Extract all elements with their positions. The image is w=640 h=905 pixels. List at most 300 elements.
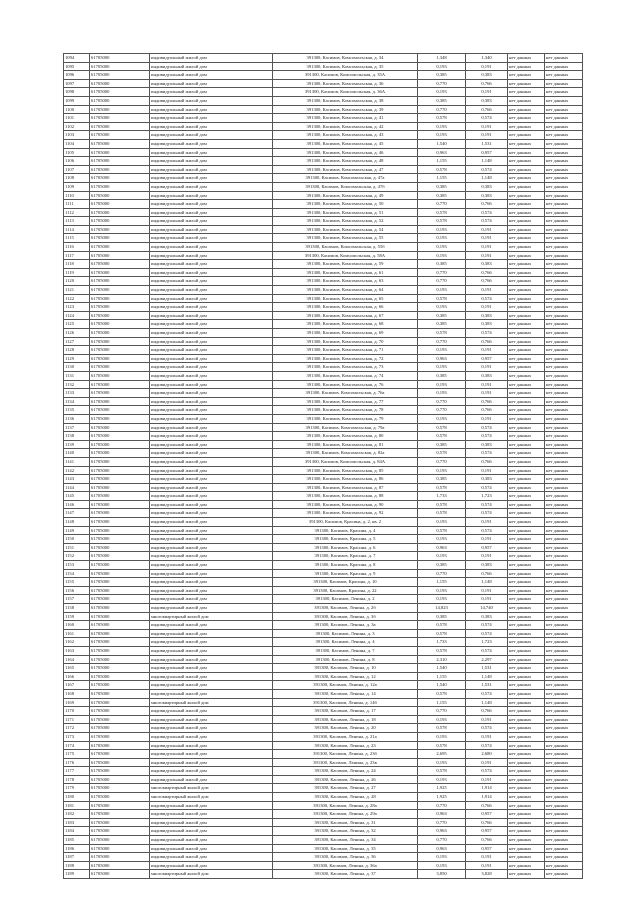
living-area-cell: 0,191 — [466, 518, 508, 527]
address-cell: 391300, Касимов, Комсомольская, д. 52 — [273, 217, 418, 226]
address-cell: 391300, Касимов, Комсомольская, д. 41 — [273, 114, 418, 123]
area-cell: 1,155 — [418, 157, 466, 166]
status-cell: нет данных — [508, 363, 545, 372]
address-cell: 391300, Касимов, Ленина, д. 23в — [273, 758, 418, 767]
building-type-cell: индивидуальный жилой дом — [150, 500, 273, 509]
living-area-cell: 0,574 — [466, 509, 508, 518]
table-row — [64, 200, 583, 209]
address-cell: 391300, Касимов, Комсомольская, д. 86 — [273, 475, 418, 484]
table-row — [64, 268, 583, 277]
status-cell: нет данных — [508, 750, 545, 759]
oktmo-cell: 61705000 — [90, 122, 150, 131]
status-cell: нет данных — [508, 380, 545, 389]
living-area-cell: 1,531 — [466, 139, 508, 148]
status-cell-2: нет данных — [545, 96, 583, 105]
status-cell: нет данных — [508, 268, 545, 277]
table-row — [64, 62, 583, 71]
living-area-cell: 0,574 — [466, 423, 508, 432]
living-area-cell: 0,383 — [466, 96, 508, 105]
status-cell: нет данных — [508, 208, 545, 217]
building-type-cell: индивидуальный жилой дом — [150, 440, 273, 449]
building-type-cell: индивидуальный жилой дом — [150, 758, 273, 767]
address-cell: 391300, Касимов, Комсомольская, д. 66 — [273, 303, 418, 312]
row-number-cell: 1154 — [64, 569, 90, 578]
row-number-cell: 1162 — [64, 638, 90, 647]
table-row — [64, 363, 583, 372]
status-cell-2: нет данных — [545, 715, 583, 724]
row-number-cell: 1133 — [64, 389, 90, 398]
area-cell: 0,963 — [418, 148, 466, 157]
table-row — [64, 578, 583, 587]
living-area-cell: 0,957 — [466, 148, 508, 157]
area-cell: 0,963 — [418, 844, 466, 853]
living-area-cell: 0,766 — [466, 200, 508, 209]
building-type-cell: индивидуальный жилой дом — [150, 165, 273, 174]
area-cell: 0,578 — [418, 646, 466, 655]
address-cell: 391300, Касимов, Ленина, д. 21а — [273, 732, 418, 741]
address-cell: 391300, Касимов, Комсомольская, д. 50 — [273, 200, 418, 209]
status-cell: нет данных — [508, 689, 545, 698]
table-row — [64, 139, 583, 148]
table-row — [64, 775, 583, 784]
area-cell: 1,540 — [418, 664, 466, 673]
row-number-cell: 1099 — [64, 96, 90, 105]
table-row — [64, 543, 583, 552]
row-number-cell: 1176 — [64, 758, 90, 767]
status-cell: нет данных — [508, 724, 545, 733]
address-cell: 391300, Касимов, Комсомольская, д. 36 — [273, 79, 418, 88]
row-number-cell: 1168 — [64, 689, 90, 698]
oktmo-cell: 61705000 — [90, 612, 150, 621]
oktmo-cell: 61705000 — [90, 801, 150, 810]
building-type-cell: индивидуальный жилой дом — [150, 346, 273, 355]
status-cell: нет данных — [508, 595, 545, 604]
oktmo-cell: 61705000 — [90, 466, 150, 475]
status-cell: нет данных — [508, 466, 545, 475]
table-row — [64, 105, 583, 114]
address-cell: 391300, Касимов, Комсомольская, д. 54 — [273, 225, 418, 234]
oktmo-cell: 61705000 — [90, 741, 150, 750]
area-cell: 0,578 — [418, 621, 466, 630]
status-cell-2: нет данных — [545, 827, 583, 836]
address-cell: 391300, Касимов, Красина, д. 5 — [273, 535, 418, 544]
building-type-cell: индивидуальный жилой дом — [150, 578, 273, 587]
table-row — [64, 243, 583, 252]
address-cell: 391300, Касимов, Комсомольская, д. 45 — [273, 139, 418, 148]
area-cell: 0,963 — [418, 543, 466, 552]
oktmo-cell: 61705000 — [90, 818, 150, 827]
building-type-cell: индивидуальный жилой дом — [150, 664, 273, 673]
living-area-cell: 0,574 — [466, 646, 508, 655]
row-number-cell: 1175 — [64, 750, 90, 759]
building-type-cell: индивидуальный жилой дом — [150, 638, 273, 647]
address-cell: 391300, Касимов, Ленина, д. 3б — [273, 612, 418, 621]
address-cell: 391300, Касимов, Ленина, д. 3а — [273, 621, 418, 630]
oktmo-cell: 61705000 — [90, 380, 150, 389]
area-cell: 0,193 — [418, 732, 466, 741]
status-cell-2: нет данных — [545, 535, 583, 544]
area-cell: 1,925 — [418, 784, 466, 793]
row-number-cell: 1178 — [64, 775, 90, 784]
oktmo-cell: 61705000 — [90, 836, 150, 845]
status-cell: нет данных — [508, 251, 545, 260]
status-cell: нет данных — [508, 225, 545, 234]
living-area-cell: 0,766 — [466, 707, 508, 716]
table-row — [64, 208, 583, 217]
row-number-cell: 1097 — [64, 79, 90, 88]
row-number-cell: 1096 — [64, 71, 90, 80]
status-cell: нет данных — [508, 148, 545, 157]
building-type-cell: индивидуальный жилой дом — [150, 586, 273, 595]
status-cell: нет данных — [508, 853, 545, 862]
address-cell: 391300, Касимов, Ленина, д. 29а — [273, 810, 418, 819]
address-cell: 391300, Касимов, Ленина, д. 2б — [273, 604, 418, 613]
oktmo-cell: 61705000 — [90, 561, 150, 570]
oktmo-cell: 61705000 — [90, 311, 150, 320]
status-cell-2: нет данных — [545, 329, 583, 338]
address-cell: 391300, Касимов, Комсомольская, д. 88 — [273, 492, 418, 501]
living-area-cell: 0,574 — [466, 432, 508, 441]
building-type-cell: индивидуальный жилой дом — [150, 414, 273, 423]
table-row — [64, 320, 583, 329]
status-cell-2: нет данных — [545, 440, 583, 449]
address-cell: 391300, Касимов, Комсомольская, д. 85 — [273, 466, 418, 475]
building-type-cell: индивидуальный жилой дом — [150, 861, 273, 870]
row-number-cell: 1109 — [64, 182, 90, 191]
building-type-cell: индивидуальный жилой дом — [150, 148, 273, 157]
area-cell: 0,578 — [418, 449, 466, 458]
building-type-cell: индивидуальный жилой дом — [150, 457, 273, 466]
oktmo-cell: 61705000 — [90, 526, 150, 535]
address-cell: 391300, Касимов, Комсомольская, д. 70 — [273, 337, 418, 346]
status-cell: нет данных — [508, 844, 545, 853]
row-number-cell: 1163 — [64, 646, 90, 655]
row-number-cell: 1171 — [64, 715, 90, 724]
table-row — [64, 277, 583, 286]
area-cell: 0,770 — [418, 457, 466, 466]
oktmo-cell: 61705000 — [90, 604, 150, 613]
row-number-cell: 1104 — [64, 139, 90, 148]
row-number-cell: 1101 — [64, 114, 90, 123]
area-cell: 1,155 — [418, 698, 466, 707]
table-row — [64, 552, 583, 561]
building-type-cell: индивидуальный жилой дом — [150, 475, 273, 484]
status-cell-2: нет данных — [545, 139, 583, 148]
living-area-cell: 0,191 — [466, 88, 508, 97]
status-cell: нет данных — [508, 629, 545, 638]
living-area-cell: 0,191 — [466, 389, 508, 398]
oktmo-cell: 61705000 — [90, 646, 150, 655]
row-number-cell: 1136 — [64, 414, 90, 423]
table-row — [64, 741, 583, 750]
area-cell: 0,385 — [418, 612, 466, 621]
building-type-cell: индивидуальный жилой дом — [150, 114, 273, 123]
address-cell: 391300, Касимов, Ленина, д. 32 — [273, 827, 418, 836]
status-cell-2: нет данных — [545, 767, 583, 776]
address-cell: 391300, Касимов, Красина, д. 22 — [273, 586, 418, 595]
status-cell-2: нет данных — [545, 157, 583, 166]
address-cell: 391300, Касимов, Комсомольская, д. 80 — [273, 432, 418, 441]
address-cell: 391300, Касимов, Комсомольская, д. 59 — [273, 260, 418, 269]
address-cell: 391300, Касимов, Ленина, д. 8 — [273, 655, 418, 664]
status-cell: нет данных — [508, 578, 545, 587]
housing-table — [63, 53, 583, 879]
status-cell-2: нет данных — [545, 586, 583, 595]
address-cell: 391300, Касимов, Ленина, д. 37 — [273, 870, 418, 879]
row-number-cell: 1125 — [64, 320, 90, 329]
status-cell: нет данных — [508, 346, 545, 355]
building-type-cell: многоквартирный жилой дом — [150, 784, 273, 793]
table-row — [64, 793, 583, 802]
row-number-cell: 1117 — [64, 251, 90, 260]
oktmo-cell: 61705000 — [90, 475, 150, 484]
row-number-cell: 1187 — [64, 853, 90, 862]
row-number-cell: 1155 — [64, 578, 90, 587]
status-cell-2: нет данных — [545, 234, 583, 243]
status-cell: нет данных — [508, 664, 545, 673]
address-cell: 391300, Касимов, Ленина, д. 35 — [273, 844, 418, 853]
status-cell: нет данных — [508, 414, 545, 423]
area-cell: 0,963 — [418, 827, 466, 836]
address-cell: 391300, Касимов, Ленина, д. 20 — [273, 724, 418, 733]
row-number-cell: 1098 — [64, 88, 90, 97]
building-type-cell: индивидуальный жилой дом — [150, 71, 273, 80]
status-cell: нет данных — [508, 707, 545, 716]
status-cell-2: нет данных — [545, 870, 583, 879]
table-row — [64, 629, 583, 638]
building-type-cell: индивидуальный жилой дом — [150, 286, 273, 295]
status-cell-2: нет данных — [545, 818, 583, 827]
building-type-cell: индивидуальный жилой дом — [150, 801, 273, 810]
table-row — [64, 604, 583, 613]
building-type-cell: индивидуальный жилой дом — [150, 432, 273, 441]
status-cell-2: нет данных — [545, 122, 583, 131]
status-cell-2: нет данных — [545, 552, 583, 561]
area-cell: 0,385 — [418, 440, 466, 449]
row-number-cell: 1153 — [64, 561, 90, 570]
row-number-cell: 1150 — [64, 535, 90, 544]
status-cell: нет данных — [508, 509, 545, 518]
row-number-cell: 1164 — [64, 655, 90, 664]
oktmo-cell: 61705000 — [90, 243, 150, 252]
area-cell: 0,193 — [418, 715, 466, 724]
status-cell-2: нет данных — [545, 500, 583, 509]
building-type-cell: многоквартирный жилой дом — [150, 870, 273, 879]
oktmo-cell: 61705000 — [90, 406, 150, 415]
status-cell: нет данных — [508, 483, 545, 492]
status-cell-2: нет данных — [545, 801, 583, 810]
status-cell: нет данных — [508, 543, 545, 552]
area-cell: 0,770 — [418, 801, 466, 810]
status-cell: нет данных — [508, 836, 545, 845]
oktmo-cell: 61705000 — [90, 689, 150, 698]
building-type-cell: индивидуальный жилой дом — [150, 208, 273, 217]
area-cell: 0,193 — [418, 131, 466, 140]
table-row — [64, 810, 583, 819]
living-area-cell: 0,574 — [466, 689, 508, 698]
status-cell: нет данных — [508, 397, 545, 406]
living-area-cell: 0,191 — [466, 586, 508, 595]
row-number-cell: 1123 — [64, 303, 90, 312]
area-cell: 0,385 — [418, 371, 466, 380]
address-cell: 391300, Касимов, Ленина, д. 24 — [273, 767, 418, 776]
area-cell: 0,578 — [418, 329, 466, 338]
table-row — [64, 732, 583, 741]
address-cell: 391300, Касимов, Ленина, д. 27 — [273, 784, 418, 793]
building-type-cell: индивидуальный жилой дом — [150, 406, 273, 415]
area-cell: 0,193 — [418, 586, 466, 595]
living-area-cell: 0,383 — [466, 260, 508, 269]
oktmo-cell: 61705000 — [90, 500, 150, 509]
table-row — [64, 131, 583, 140]
oktmo-cell: 61705000 — [90, 423, 150, 432]
status-cell: нет данных — [508, 732, 545, 741]
building-type-cell: индивидуальный жилой дом — [150, 105, 273, 114]
building-type-cell: индивидуальный жилой дом — [150, 707, 273, 716]
status-cell-2: нет данных — [545, 836, 583, 845]
table-row — [64, 509, 583, 518]
row-number-cell: 1189 — [64, 870, 90, 879]
table-row — [64, 71, 583, 80]
oktmo-cell: 61705000 — [90, 767, 150, 776]
status-cell: нет данных — [508, 114, 545, 123]
living-area-cell: 1,723 — [466, 638, 508, 647]
status-cell: нет данных — [508, 337, 545, 346]
living-area-cell: 0,383 — [466, 612, 508, 621]
oktmo-cell: 61705000 — [90, 750, 150, 759]
address-cell: 391300, Касимов, Ленина, д. 23б — [273, 750, 418, 759]
living-area-cell: 0,766 — [466, 801, 508, 810]
area-cell: 0,193 — [418, 414, 466, 423]
address-cell: 391300, Касимов, Комсомольская, д. 82а — [273, 449, 418, 458]
row-number-cell: 1157 — [64, 595, 90, 604]
area-cell: 0,578 — [418, 114, 466, 123]
living-area-cell: 0,957 — [466, 354, 508, 363]
area-cell: 0,770 — [418, 200, 466, 209]
table-row — [64, 844, 583, 853]
area-cell: 0,770 — [418, 397, 466, 406]
row-number-cell: 1106 — [64, 157, 90, 166]
status-cell: нет данных — [508, 569, 545, 578]
table-row — [64, 638, 583, 647]
row-number-cell: 1179 — [64, 784, 90, 793]
row-number-cell: 1183 — [64, 818, 90, 827]
row-number-cell: 1128 — [64, 346, 90, 355]
oktmo-cell: 61705000 — [90, 191, 150, 200]
table-row — [64, 114, 583, 123]
area-cell: 0,770 — [418, 105, 466, 114]
building-type-cell: индивидуальный жилой дом — [150, 174, 273, 183]
address-cell: 391300, Касимов, Комсомольская, д. 55 — [273, 234, 418, 243]
status-cell-2: нет данных — [545, 165, 583, 174]
living-area-cell: 0,574 — [466, 449, 508, 458]
status-cell-2: нет данных — [545, 389, 583, 398]
oktmo-cell: 61705000 — [90, 389, 150, 398]
building-type-cell: индивидуальный жилой дом — [150, 260, 273, 269]
area-cell: 1,925 — [418, 793, 466, 802]
status-cell-2: нет данных — [545, 646, 583, 655]
row-number-cell: 1115 — [64, 234, 90, 243]
row-number-cell: 1170 — [64, 707, 90, 716]
living-area-cell: 0,766 — [466, 836, 508, 845]
status-cell-2: нет данных — [545, 629, 583, 638]
area-cell: 0,770 — [418, 818, 466, 827]
status-cell-2: нет данных — [545, 71, 583, 80]
oktmo-cell: 61705000 — [90, 724, 150, 733]
address-cell: 391300, Касимов, Комсомольская, д. 73 — [273, 363, 418, 372]
table-row — [64, 380, 583, 389]
row-number-cell: 1120 — [64, 277, 90, 286]
area-cell: 0,193 — [418, 122, 466, 131]
status-cell: нет данных — [508, 389, 545, 398]
building-type-cell: индивидуальный жилой дом — [150, 234, 273, 243]
oktmo-cell: 61705000 — [90, 131, 150, 140]
table-row — [64, 750, 583, 759]
address-cell: 391300, Касимов, Ленина, д. 10 — [273, 664, 418, 673]
row-number-cell: 1174 — [64, 741, 90, 750]
oktmo-cell: 61705000 — [90, 346, 150, 355]
address-cell: 391300, Касимов, Комсомольская, д. 47 — [273, 165, 418, 174]
building-type-cell: индивидуальный жилой дом — [150, 646, 273, 655]
living-area-cell: 0,574 — [466, 483, 508, 492]
status-cell-2: нет данных — [545, 277, 583, 286]
building-type-cell: индивидуальный жилой дом — [150, 311, 273, 320]
living-area-cell: 0,766 — [466, 277, 508, 286]
row-number-cell: 1180 — [64, 793, 90, 802]
area-cell: 0,578 — [418, 526, 466, 535]
status-cell-2: нет данных — [545, 569, 583, 578]
area-cell: 0,578 — [418, 432, 466, 441]
status-cell-2: нет данных — [545, 303, 583, 312]
status-cell-2: нет данных — [545, 320, 583, 329]
row-number-cell: 1159 — [64, 612, 90, 621]
oktmo-cell: 61705000 — [90, 432, 150, 441]
status-cell-2: нет данных — [545, 612, 583, 621]
table-row — [64, 303, 583, 312]
status-cell-2: нет данных — [545, 354, 583, 363]
status-cell: нет данных — [508, 71, 545, 80]
living-area-cell: 0,574 — [466, 217, 508, 226]
building-type-cell: индивидуальный жилой дом — [150, 131, 273, 140]
status-cell: нет данных — [508, 586, 545, 595]
status-cell: нет данных — [508, 371, 545, 380]
living-area-cell: 1,148 — [466, 672, 508, 681]
building-type-cell: индивидуальный жилой дом — [150, 182, 273, 191]
table-row — [64, 157, 583, 166]
status-cell: нет данных — [508, 79, 545, 88]
table-row — [64, 251, 583, 260]
oktmo-cell: 61705000 — [90, 294, 150, 303]
table-row — [64, 96, 583, 105]
living-area-cell: 0,574 — [466, 329, 508, 338]
oktmo-cell: 61705000 — [90, 251, 150, 260]
status-cell: нет данных — [508, 320, 545, 329]
area-cell: 0,193 — [418, 303, 466, 312]
status-cell: нет данных — [508, 655, 545, 664]
address-cell: 391300, Касимов, Комсомольская, д. 79 — [273, 414, 418, 423]
area-cell: 0,578 — [418, 509, 466, 518]
address-cell: 391300, Касимов, Комсомольская, д. 77 — [273, 397, 418, 406]
address-cell: 391300, Касимов, Красина, д. 8 — [273, 561, 418, 570]
building-type-cell: индивидуальный жилой дом — [150, 715, 273, 724]
building-type-cell: индивидуальный жилой дом — [150, 88, 273, 97]
building-type-cell: индивидуальный жилой дом — [150, 54, 273, 63]
table-row — [64, 174, 583, 183]
building-type-cell: индивидуальный жилой дом — [150, 732, 273, 741]
status-cell-2: нет данных — [545, 54, 583, 63]
living-area-cell: 3,828 — [466, 870, 508, 879]
table-row — [64, 165, 583, 174]
